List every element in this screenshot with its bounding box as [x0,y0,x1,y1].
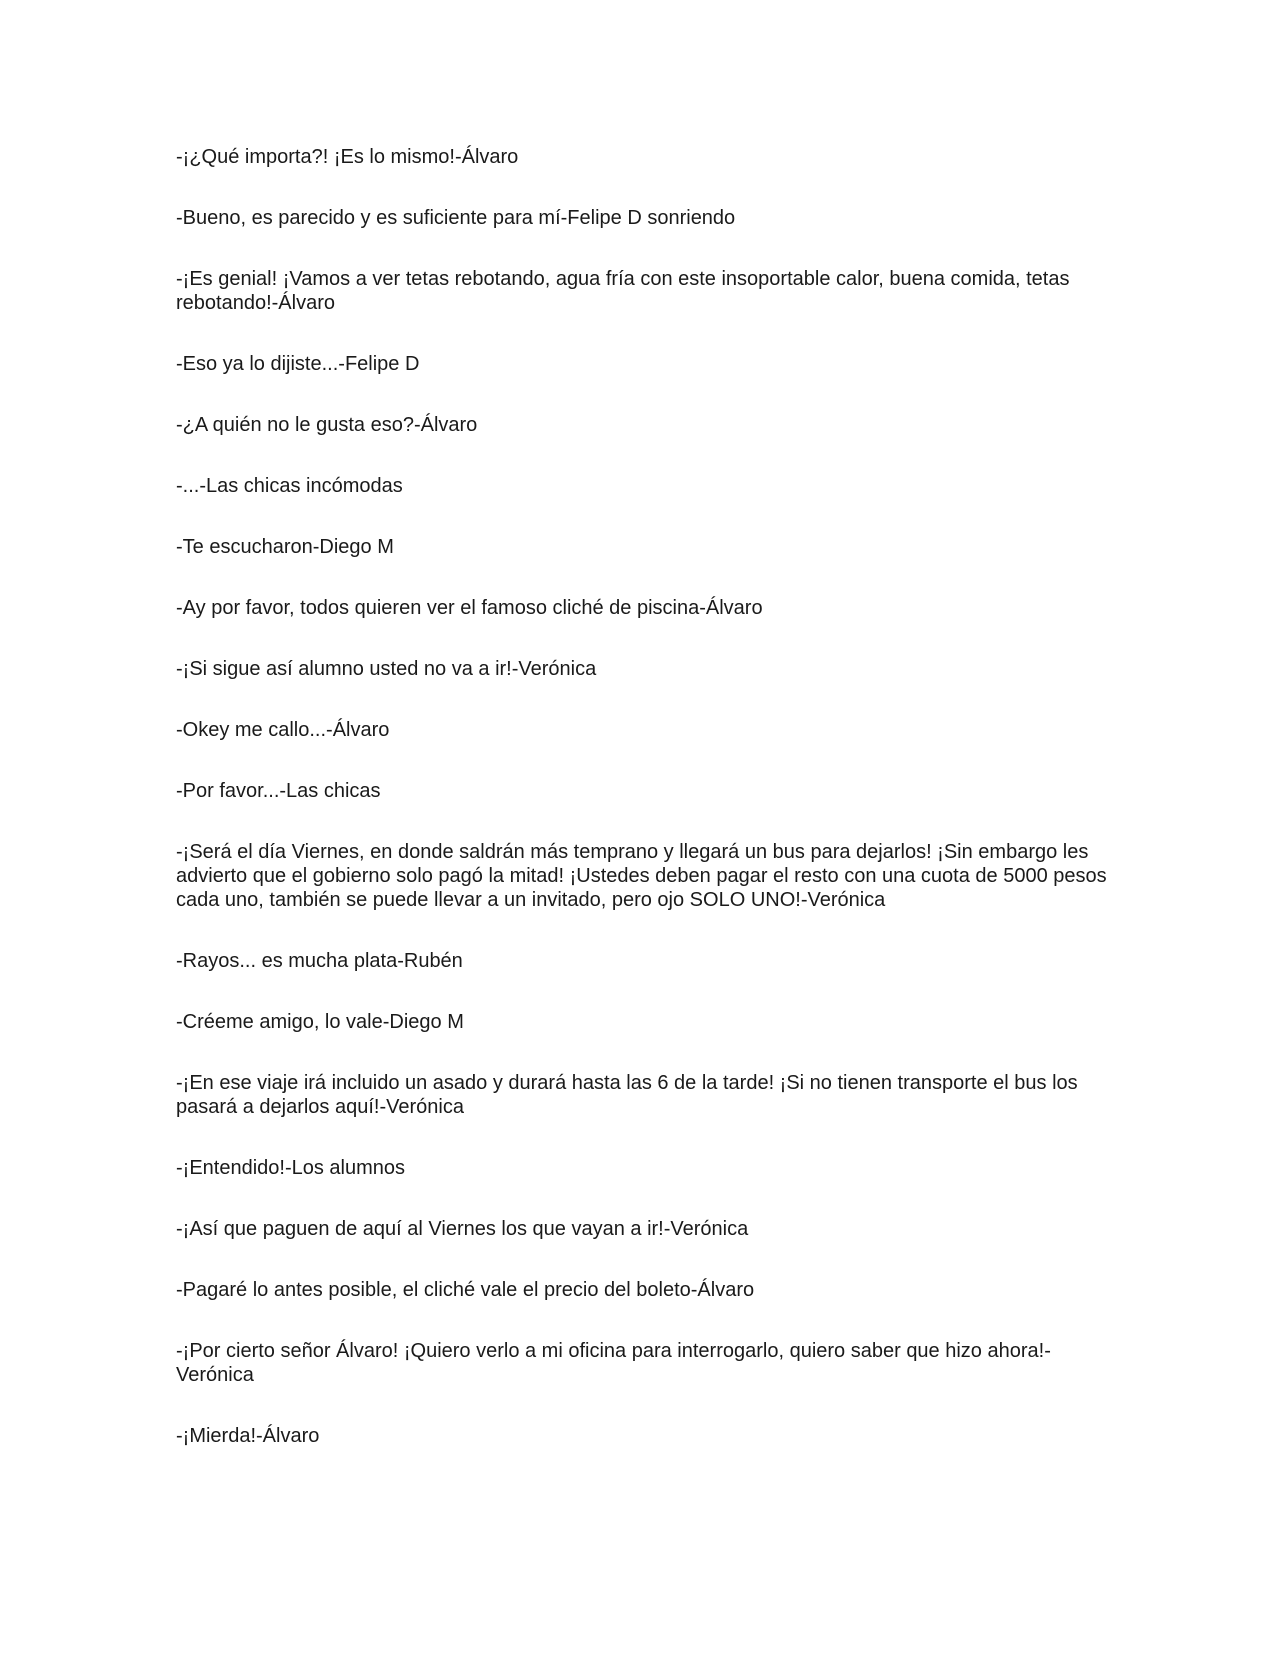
dialogue-line: -Bueno, es parecido y es suficiente para mí-Felipe D sonriendo [176,207,736,229]
dialogue-line: -Okey me callo...-Álvaro [176,719,390,741]
dialogue-line: -¡Entendido!-Los alumnos [176,1157,406,1179]
dialogue-line: -Te escucharon-Diego M [176,536,394,558]
dialogue-line: -Ay por favor, todos quieren ver el famoso cliché de piscina-Álvaro [176,597,763,619]
dialogue-line: -¡Mierda!-Álvaro [176,1425,320,1447]
dialogue-line: -¡¿Qué importa?! ¡Es lo mismo!-Álvaro [176,146,519,168]
dialogue-line: -¡En ese viaje irá incluido un asado y durará hasta las 6 de la tarde! ¡Si no tienen transporte el bus los pasará a dejarlos aquí!-Verónica [176,1072,1078,1118]
dialogue-line: -Rayos... es mucha plata-Rubén [176,950,463,972]
dialogue-line: -Eso ya lo dijiste...-Felipe D [176,353,420,375]
dialogue-line: -¡Si sigue así alumno usted no va a ir!-Verónica [176,658,597,680]
dialogue-line: -¿A quién no le gusta eso?-Álvaro [176,414,478,436]
dialogue-line: -¡Por cierto señor Álvaro! ¡Quiero verlo a mi oficina para interrogarlo, quiero saber que hizo ahora!-Verónica [176,1340,1051,1386]
dialogue-line: -Créeme amigo, lo vale-Diego M [176,1011,464,1033]
dialogue-line: -Pagaré lo antes posible, el cliché vale el precio del boleto-Álvaro [176,1279,755,1301]
dialogue-line: -...-Las chicas incómodas [176,475,403,497]
dialogue-line: -Por favor...-Las chicas [176,780,381,802]
dialogue-line: -¡Será el día Viernes, en donde saldrán más temprano y llegará un bus para dejarlos! ¡Sin embargo les advierto que el gobierno solo pagó la mitad! ¡Ustedes deben pagar el resto con una cuota de 5000 pesos cada uno, también se puede llevar a un invitado, pero ojo SOLO UNO!-Verónica [176,841,1107,911]
document-body [176,145,1111,1485]
dialogue-line: -¡Es genial! ¡Vamos a ver tetas rebotando, agua fría con este insoportable calor, buena comida, tetas rebotando!-Álvaro [176,268,1070,314]
dialogue-line: -¡Así que paguen de aquí al Viernes los que vayan a ir!-Verónica [176,1218,749,1240]
